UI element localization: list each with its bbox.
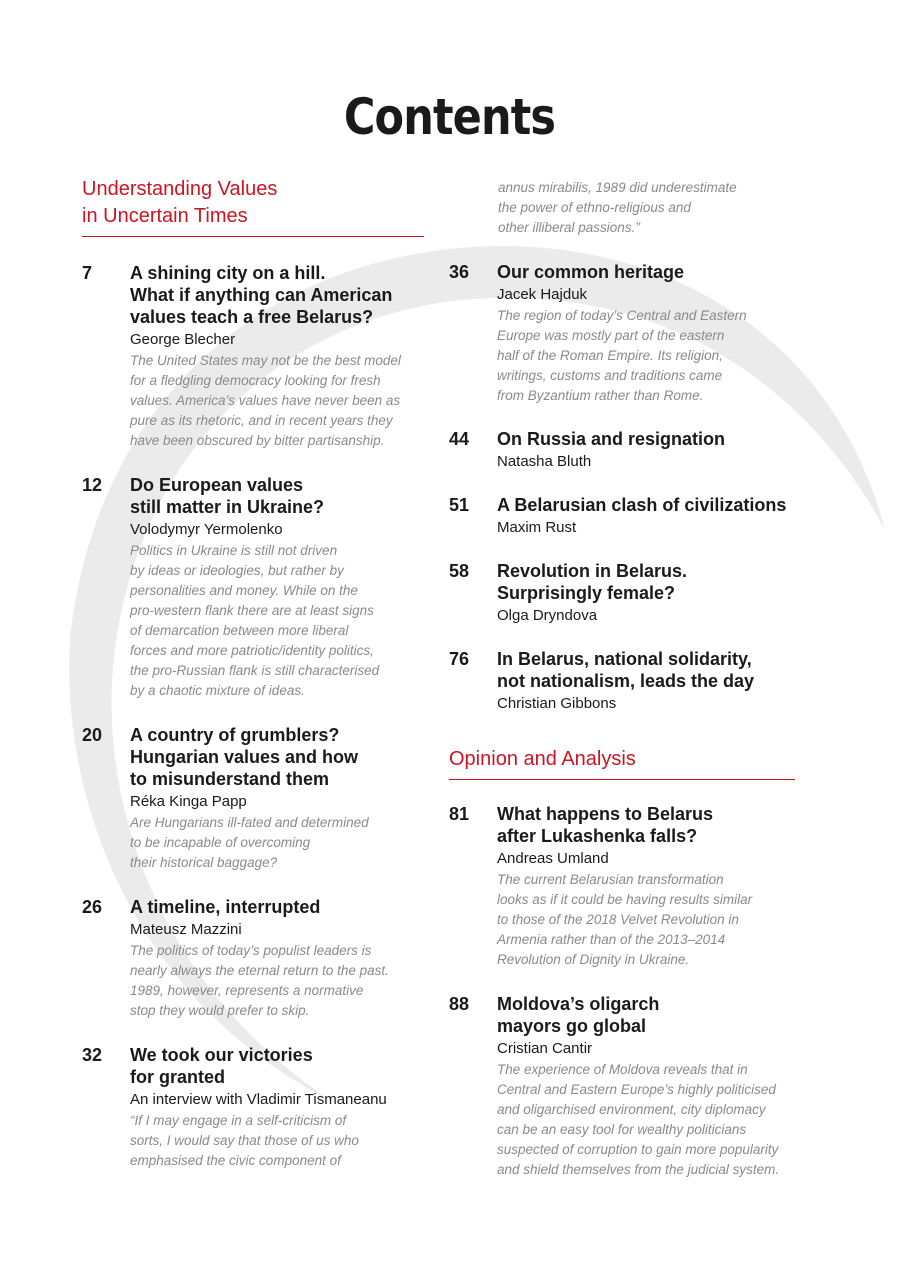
entry-title: What happens to Belarus after Lukashenka falls? <box>497 804 714 846</box>
entry-author: An interview with Vladimir Tismaneanu <box>130 1091 387 1108</box>
entry-author: Jacek Hajduk <box>497 286 588 303</box>
entry-author: Maxim Rust <box>497 519 577 536</box>
page-number: 44 <box>449 429 470 449</box>
toc-entry[interactable] <box>82 896 424 1021</box>
page-number: 51 <box>449 495 470 515</box>
toc-entry[interactable] <box>449 648 795 715</box>
entry-description: “If I may engage in a self-criticism of sorts, I would say that those of us who emphasised the civic component of <box>130 1113 359 1168</box>
entry-title: A timeline, interrupted <box>130 897 321 917</box>
entry-title: We took our victories for granted <box>130 1045 313 1087</box>
page-number: 26 <box>82 897 103 917</box>
section-heading-opinion-analysis: Opinion and Analysis <box>449 746 795 780</box>
entry-author: Christian Gibbons <box>497 695 617 712</box>
page-number: 36 <box>449 262 470 282</box>
page-title: Contents <box>343 88 556 146</box>
page-number: 12 <box>82 475 103 495</box>
entry-author: Réka Kinga Papp <box>130 793 247 810</box>
entry-title: Moldova’s oligarch mayors go global <box>497 994 660 1036</box>
toc-entry[interactable] <box>449 560 795 627</box>
page-number: 76 <box>449 649 470 669</box>
entry-description: The politics of today’s populist leaders is nearly always the eternal return to the past. 1989, however, represents a normative stop they would prefer to skip. <box>130 943 389 1018</box>
entry-description: Are Hungarians ill-fated and determined to be incapable of overcoming their historical baggage? <box>130 815 369 870</box>
entry-author: Olga Dryndova <box>497 607 598 624</box>
toc-entry[interactable] <box>449 494 795 539</box>
entry-title: Do European values still matter in Ukraine? <box>130 475 325 517</box>
entry-author: Volodymyr Yermolenko <box>130 521 283 538</box>
entry-author: Cristian Cantir <box>497 1040 593 1057</box>
toc-entry[interactable] <box>449 993 795 1180</box>
toc-entry[interactable] <box>449 428 795 473</box>
entry-author: Mateusz Mazzini <box>130 921 242 938</box>
entry-title: Revolution in Belarus. Surprisingly female? <box>497 561 688 603</box>
entry-description: The United States may not be the best model for a fledgling democracy looking for fresh values. America’s values have never been as pure as its rhetoric, and in recent years they have been obscured by bitter partisanship. <box>130 353 401 448</box>
entry-author: George Blecher <box>130 331 236 348</box>
page-number: 32 <box>82 1045 103 1065</box>
page-number: 88 <box>449 994 470 1014</box>
right-column <box>449 178 795 1180</box>
entry-title: A Belarusian clash of civilizations <box>497 495 787 515</box>
toc-entry[interactable] <box>449 261 795 406</box>
entry-title: On Russia and resignation <box>497 429 726 449</box>
toc-entry[interactable] <box>449 803 795 970</box>
page-number: 81 <box>449 804 470 824</box>
page-number: 7 <box>82 263 93 283</box>
toc-entry[interactable] <box>82 724 424 873</box>
entry-title: A shining city on a hill. What if anything can American values teach a free Belarus? <box>130 263 393 327</box>
toc-entry[interactable] <box>82 474 424 701</box>
toc-entry[interactable] <box>82 1044 424 1171</box>
page-number: 58 <box>449 561 470 581</box>
left-column <box>82 176 424 1171</box>
entry-title: In Belarus, national solidarity, not nationalism, leads the day <box>497 649 755 691</box>
entry-description: The experience of Moldova reveals that in Central and Eastern Europe’s highly politicised and oligarchised environment, city diplomacy can be an easy tool for wealthy politicians suspected of corruption to gain more popularity and shield themselves from the judicial system. <box>497 1062 780 1177</box>
entry-description: Politics in Ukraine is still not driven by ideas or ideologies, but rather by personalities and money. While on the pro-western flank there are at least signs of demarcation between more liberal forces and more patriotic/identity politics, the pro-Russian flank is still characterised by a chaotic mixture of ideas. <box>130 543 380 698</box>
toc-entry[interactable] <box>82 262 424 451</box>
entry-title: A country of grumblers? Hungarian values and how to misunderstand them <box>130 725 359 789</box>
entry-author: Andreas Umland <box>497 850 609 867</box>
page-number: 20 <box>82 725 103 745</box>
entry-description: The region of today’s Central and Eastern Europe was mostly part of the eastern half of the Roman Empire. Its religion, writings, customs and traditions came from Byzantium rather than Rome. <box>497 308 747 403</box>
entry-author: Natasha Bluth <box>497 453 592 470</box>
entry-description: The current Belarusian transformation looks as if it could be having results similar to those of the 2018 Velvet Revolution in Armenia rather than of the 2013–2014 Revolution of Dignity in Ukraine. <box>497 872 753 967</box>
section-heading-understanding-values: Understanding Values in Uncertain Times <box>82 176 424 237</box>
entry-description-continued: annus mirabilis, 1989 did underestimate the power of ethno-religious and other illiberal passions.” <box>498 180 737 235</box>
entry-title: Our common heritage <box>497 262 685 282</box>
